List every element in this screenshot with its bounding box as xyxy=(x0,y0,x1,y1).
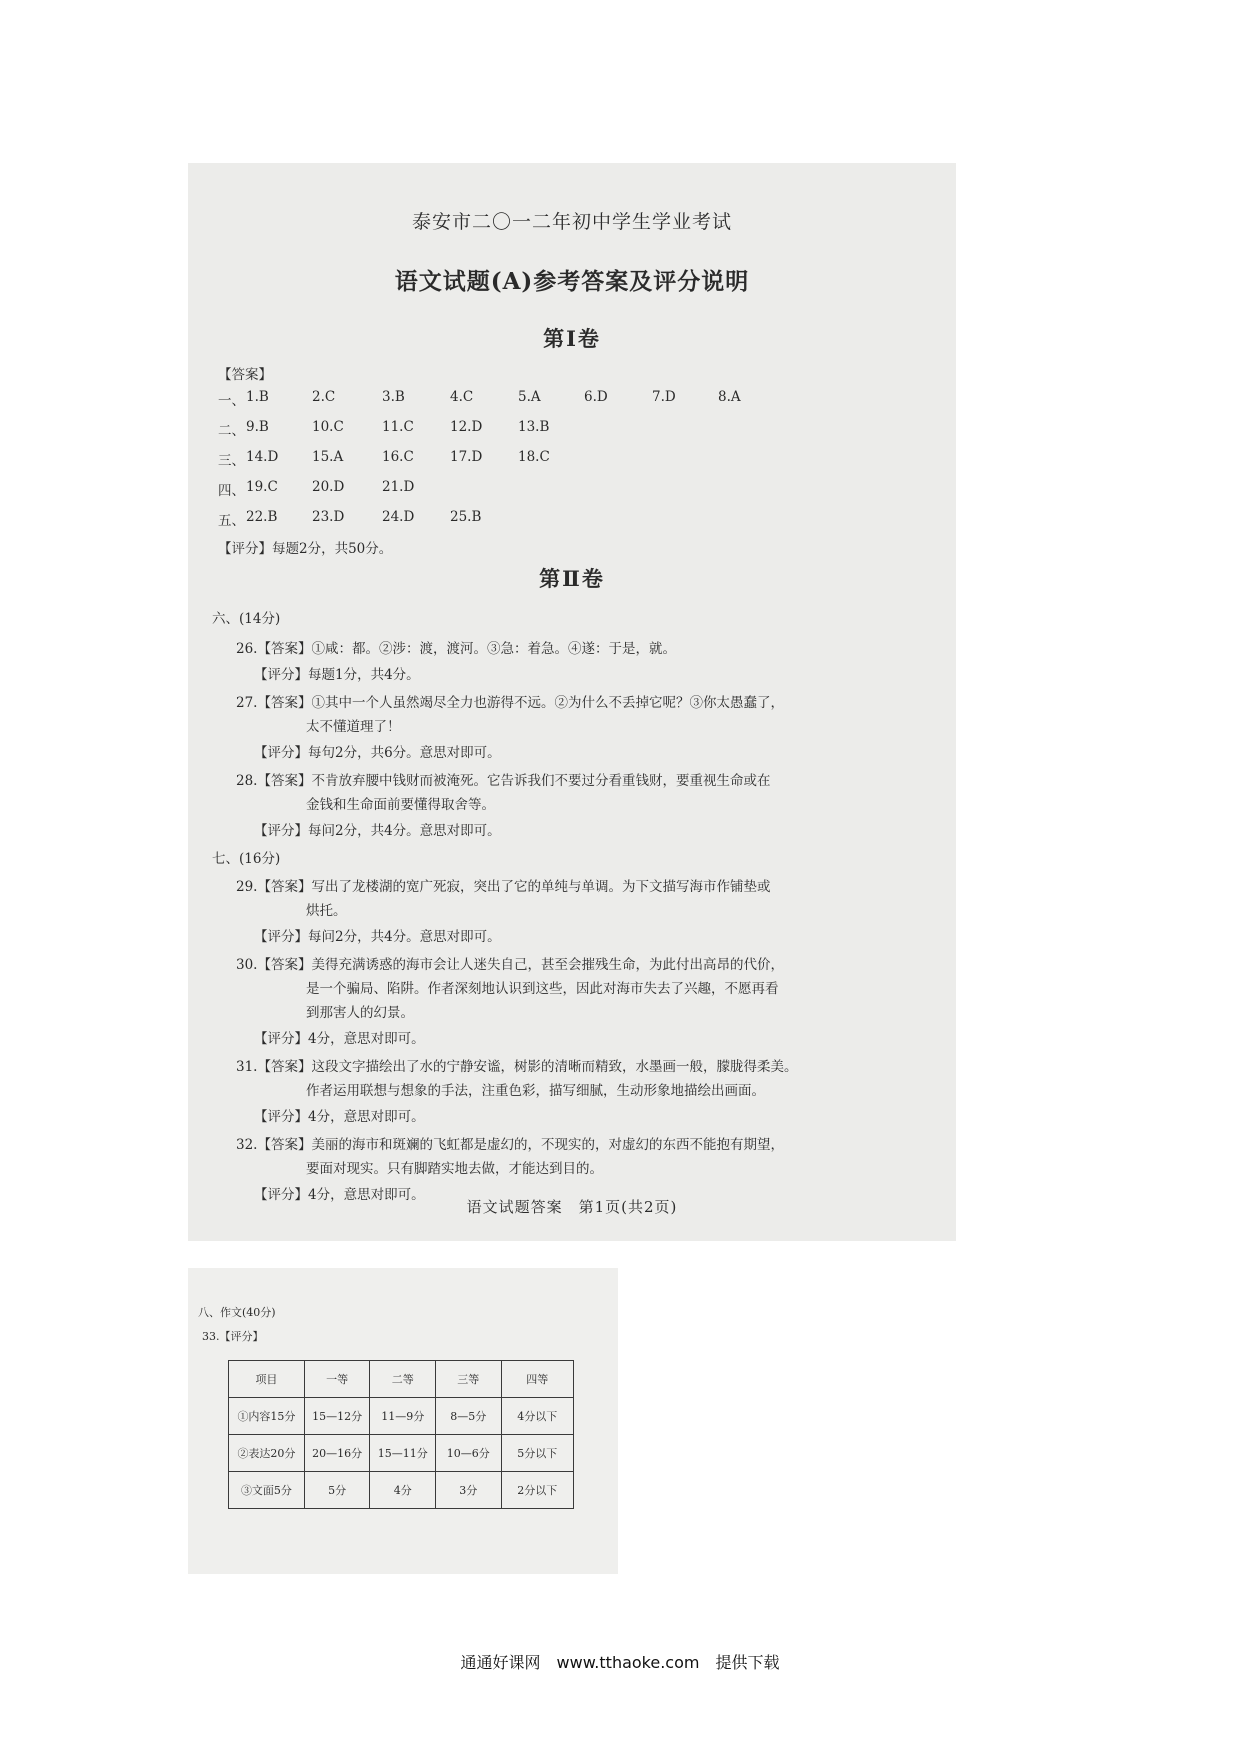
q32-answer-line2: 要面对现实。只有脚踏实地去做，才能达到目的。 xyxy=(306,1161,603,1177)
answer-row xyxy=(218,449,818,469)
table-cell: 4分以下 xyxy=(501,1398,573,1435)
section-1-heading: 第Ⅰ卷 xyxy=(543,326,601,351)
table-cell: 5分以下 xyxy=(501,1435,573,1472)
table-cell: 2分以下 xyxy=(501,1472,573,1509)
essay-score-table xyxy=(228,1360,574,1509)
row-prefix: 五、 xyxy=(218,513,245,529)
table-cell: 8—5分 xyxy=(435,1398,501,1435)
answer-cell: 13.B xyxy=(518,419,550,435)
exam-title: 泰安市二〇一二年初中学生学业考试 xyxy=(411,211,732,233)
answer-cell: 11.C xyxy=(382,419,414,435)
answer-cell: 16.C xyxy=(382,449,414,465)
answer-cell: 20.D xyxy=(312,479,345,495)
q32-answer-line1: 32.【答案】美丽的海市和斑斓的飞虹都是虚幻的，不现实的，对虚幻的东西不能抱有期望， xyxy=(236,1137,784,1153)
answer-cell: 21.D xyxy=(382,479,415,495)
q27-answer-line1: 27.【答案】①其中一个人虽然竭尽全力也游得不远。②为什么不丢掉它呢？③你太愚蠢了， xyxy=(236,695,784,711)
q31-score: 【评分】4分，意思对即可。 xyxy=(254,1109,425,1125)
table-cell: 10—6分 xyxy=(435,1435,501,1472)
part-6-heading: 六、(14分) xyxy=(212,611,281,627)
answer-cell: 2.C xyxy=(312,389,336,405)
row-prefix: 二、 xyxy=(218,423,245,439)
q29-answer-line2: 烘托。 xyxy=(306,903,347,919)
q28-answer-line2: 金钱和生命面前要懂得取舍等。 xyxy=(306,797,495,813)
answer-cell: 10.C xyxy=(312,419,344,435)
table-cell: ①内容15分 xyxy=(229,1398,305,1435)
table-cell: 15—11分 xyxy=(370,1435,436,1472)
table-header-cell: 一等 xyxy=(304,1361,370,1398)
answer-row xyxy=(218,389,818,409)
q30-answer-line2: 是一个骗局、陷阱。作者深刻地认识到这些，因此对海市失去了兴趣，不愿再看 xyxy=(306,981,779,997)
q30-answer-line1: 30.【答案】美得充满诱惑的海市会让人迷失自己，甚至会摧残生命，为此付出高昂的代价， xyxy=(236,957,784,973)
table-cell: 5分 xyxy=(304,1472,370,1509)
answer-cell: 18.C xyxy=(518,449,550,465)
section-2-heading: 第Ⅱ卷 xyxy=(539,566,605,591)
answer-cell: 3.B xyxy=(382,389,405,405)
table-row xyxy=(229,1435,574,1472)
answer-row xyxy=(218,509,818,529)
answer-label: 【答案】 xyxy=(218,367,272,383)
row-prefix: 一、 xyxy=(218,393,245,409)
answer-cell: 14.D xyxy=(246,449,279,465)
q27-score: 【评分】每句2分，共6分。意思对即可。 xyxy=(254,745,501,761)
table-cell: 4分 xyxy=(370,1472,436,1509)
row-prefix: 四、 xyxy=(218,483,245,499)
table-cell: 3分 xyxy=(435,1472,501,1509)
table-row xyxy=(229,1472,574,1509)
table-cell: ③文面5分 xyxy=(229,1472,305,1509)
answer-cell: 25.B xyxy=(450,509,482,525)
answer-cell: 1.B xyxy=(246,389,269,405)
download-credit: 通通好课网 www.tthaoke.com 提供下载 xyxy=(460,1653,780,1672)
q26-answer: 26.【答案】①咸：都。②涉：渡，渡河。③急：着急。④遂：于是，就。 xyxy=(236,641,676,657)
table-cell: 15—12分 xyxy=(304,1398,370,1435)
table-cell: ②表达20分 xyxy=(229,1435,305,1472)
table-cell: 11—9分 xyxy=(370,1398,436,1435)
table-header-row xyxy=(229,1361,574,1398)
q29-answer-line1: 29.【答案】写出了龙楼湖的宽广死寂，突出了它的单纯与单调。为下文描写海市作铺垫或 xyxy=(236,879,771,895)
answer-title: 语文试题(A)参考答案及评分说明 xyxy=(394,268,750,295)
answer-page-scan xyxy=(188,163,956,1241)
q29-score: 【评分】每问2分，共4分。意思对即可。 xyxy=(254,929,501,945)
answer-cell: 22.B xyxy=(246,509,278,525)
table-row xyxy=(229,1398,574,1435)
table-header-cell: 项目 xyxy=(229,1361,305,1398)
part-7-heading: 七、(16分) xyxy=(212,851,281,867)
row-prefix: 三、 xyxy=(218,453,245,469)
answer-cell: 24.D xyxy=(382,509,415,525)
answer-row xyxy=(218,419,818,439)
essay-heading: 八、作文(40分) xyxy=(198,1306,276,1319)
answer-cell: 8.A xyxy=(718,389,741,405)
table-header-cell: 二等 xyxy=(370,1361,436,1398)
answer-cell: 23.D xyxy=(312,509,345,525)
q30-score: 【评分】4分，意思对即可。 xyxy=(254,1031,425,1047)
score-note: 【评分】每题2分，共50分。 xyxy=(218,541,393,557)
essay-score-label: 33.【评分】 xyxy=(202,1330,264,1343)
table-cell: 20—16分 xyxy=(304,1435,370,1472)
table-header-cell: 四等 xyxy=(501,1361,573,1398)
q27-answer-line2: 太不懂道理了！ xyxy=(306,719,401,735)
q30-answer-line3: 到那害人的幻景。 xyxy=(306,1005,414,1021)
table-header-cell: 三等 xyxy=(435,1361,501,1398)
answer-row xyxy=(218,479,818,499)
answer-cell: 6.D xyxy=(584,389,608,405)
q26-score: 【评分】每题1分，共4分。 xyxy=(254,667,420,683)
answer-cell: 15.A xyxy=(312,449,344,465)
q28-score: 【评分】每问2分，共4分。意思对即可。 xyxy=(254,823,501,839)
q28-answer-line1: 28.【答案】不肯放弃腰中钱财而被淹死。它告诉我们不要过分看重钱财，要重视生命或在 xyxy=(236,773,771,789)
answer-cell: 7.D xyxy=(652,389,676,405)
answer-cell: 4.C xyxy=(450,389,474,405)
essay-scoring-scan xyxy=(188,1268,618,1574)
answer-cell: 9.B xyxy=(246,419,269,435)
answer-cell: 19.C xyxy=(246,479,278,495)
answer-cell: 5.A xyxy=(518,389,541,405)
q31-answer-line2: 作者运用联想与想象的手法，注重色彩，描写细腻，生动形象地描绘出画面。 xyxy=(306,1083,765,1099)
q32-score: 【评分】4分，意思对即可。 xyxy=(254,1187,425,1203)
answer-cell: 17.D xyxy=(450,449,483,465)
page-footer: 语文试题答案 第1页(共2页) xyxy=(466,1198,678,1216)
answer-cell: 12.D xyxy=(450,419,483,435)
q31-answer-line1: 31.【答案】这段文字描绘出了水的宁静安谧，树影的清晰而精致，水墨画一般，朦胧得柔美。 xyxy=(236,1059,798,1075)
